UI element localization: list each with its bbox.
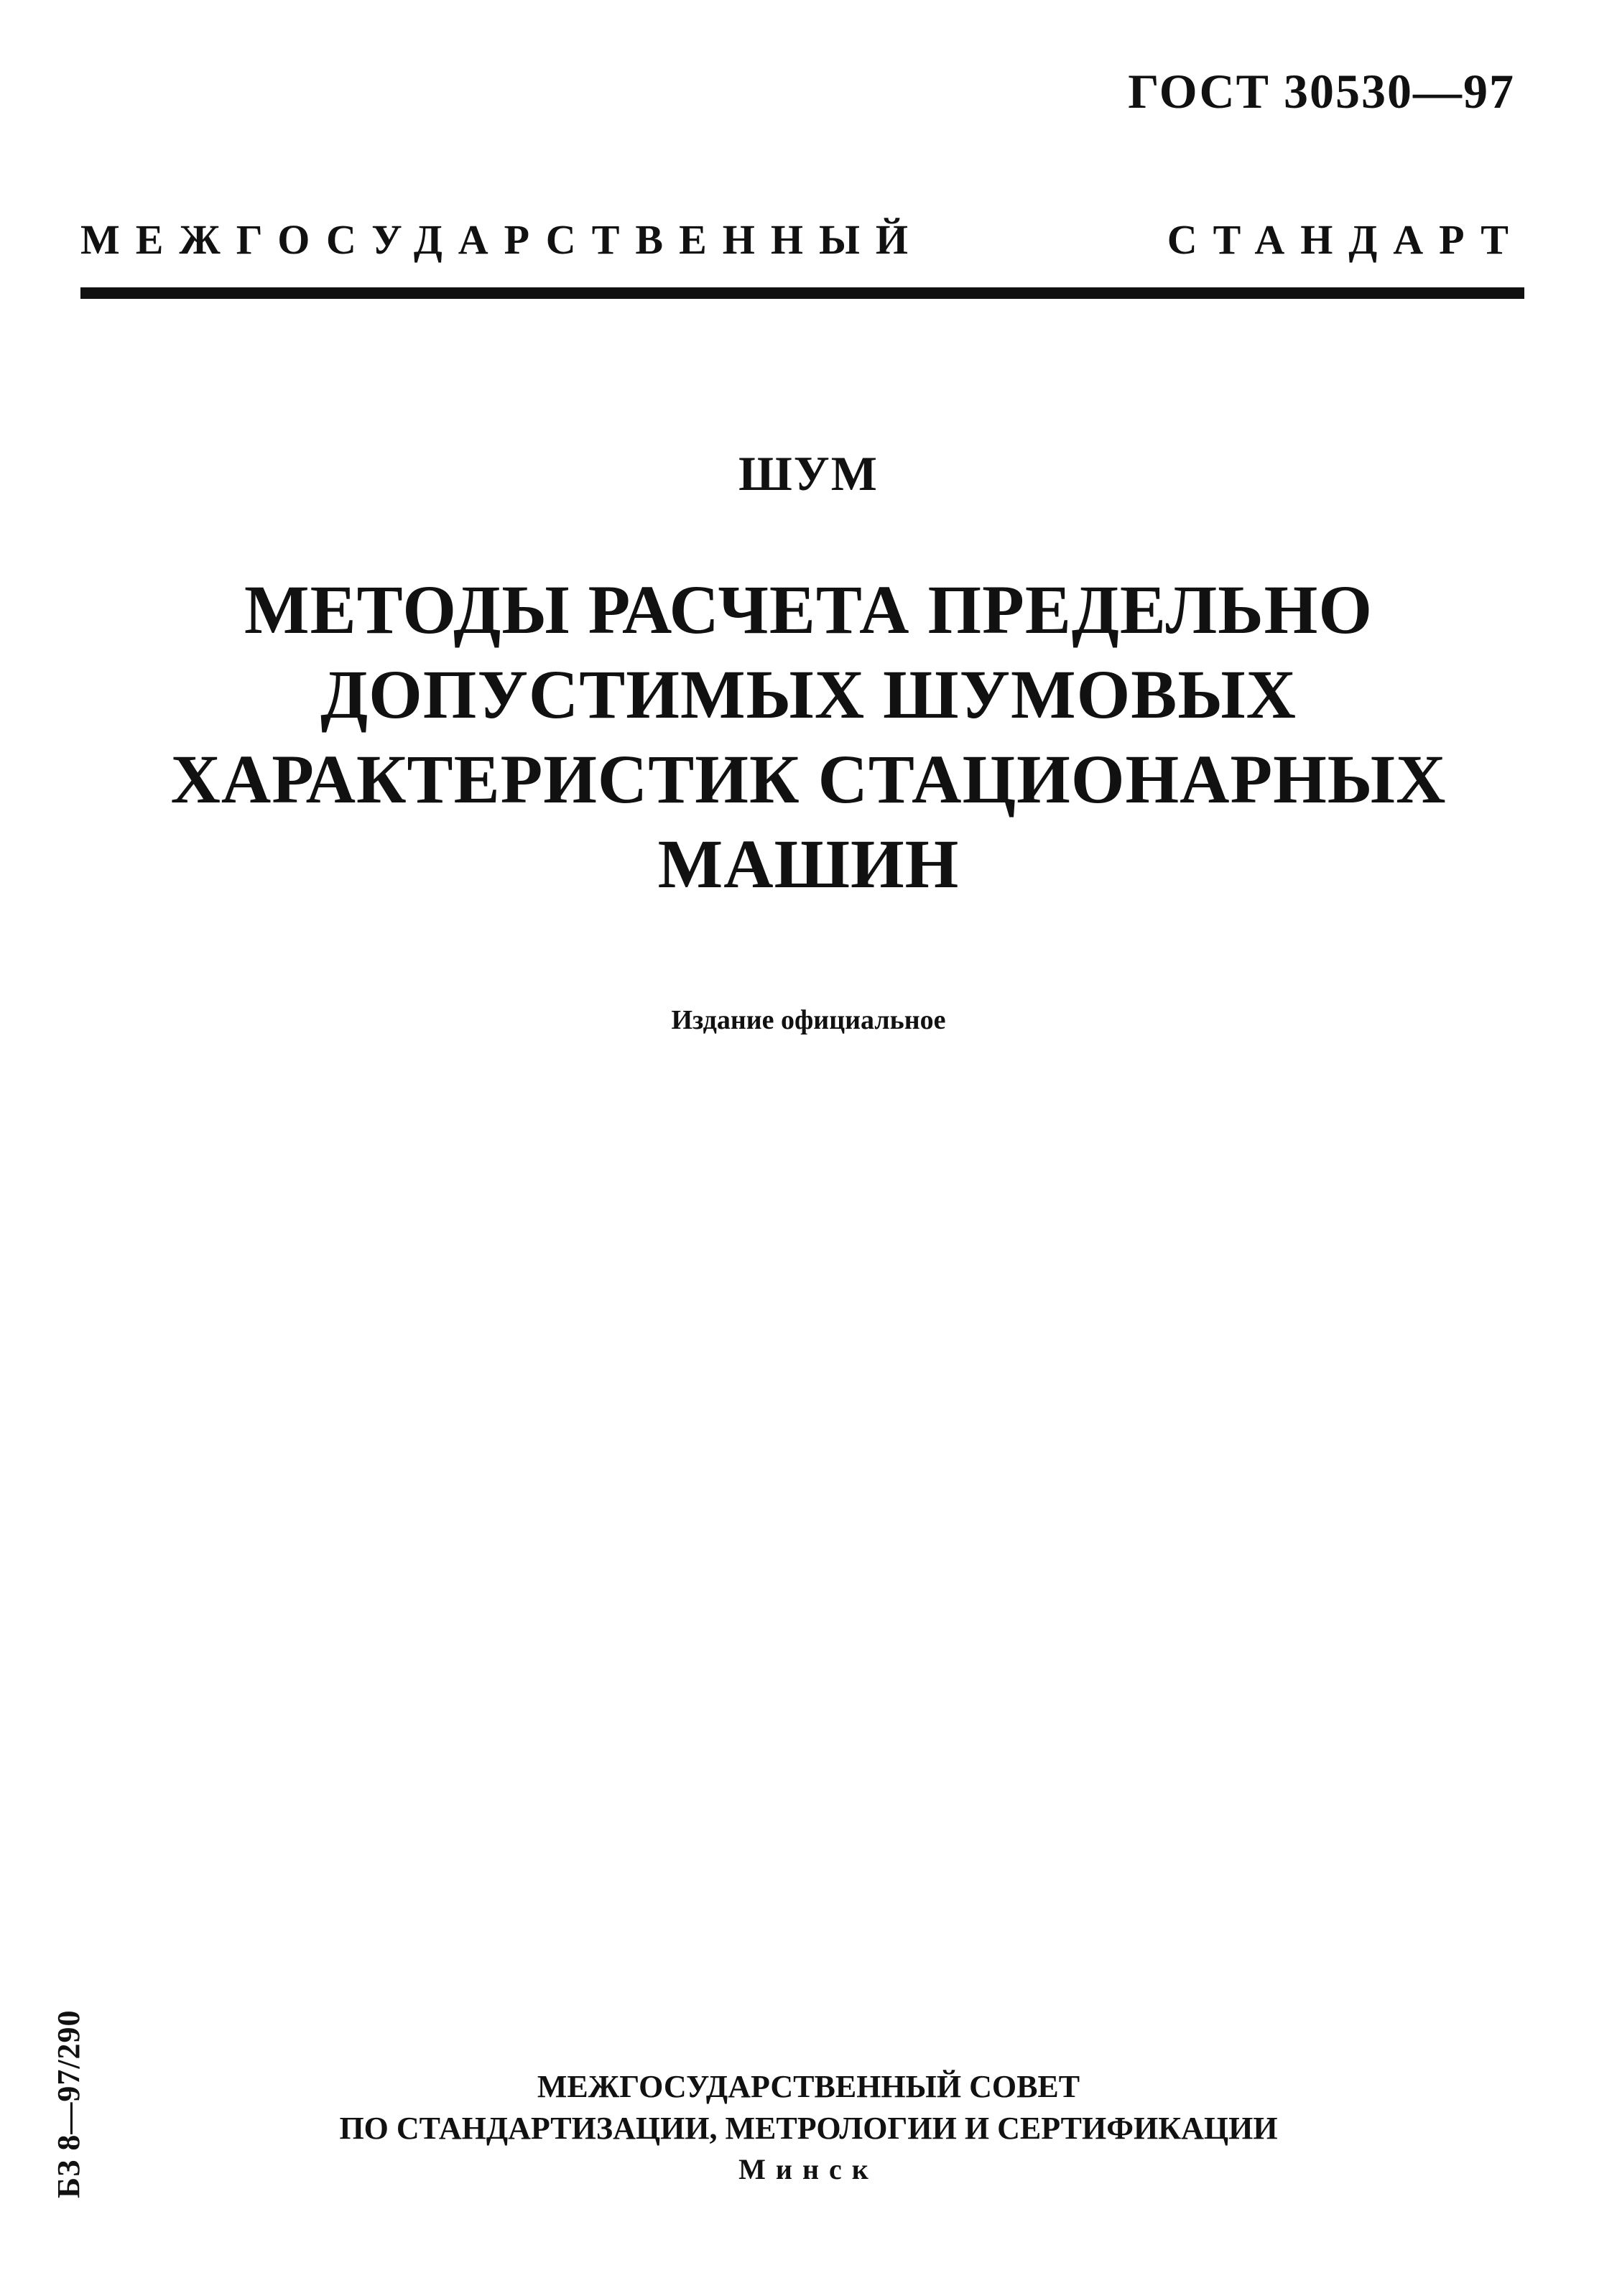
document-title: [144, 568, 1473, 907]
publisher-line: МЕЖГОСУДАРСТВЕННЫЙ СОВЕТ: [537, 2069, 1080, 2104]
title-line: ХАРАКТЕРИСТИК СТАЦИОНАРНЫХ: [170, 741, 1447, 818]
header-title: [80, 216, 1524, 264]
catalog-code: БЗ 8—97/290: [51, 2009, 86, 2198]
publisher-city: Минск: [738, 2153, 879, 2185]
title-line: ДОПУСТИМЫХ ШУМОВЫХ: [320, 656, 1297, 733]
publisher-block: [0, 2066, 1617, 2190]
header-band: [80, 216, 1524, 295]
standard-designation: ГОСТ 30530—97: [1128, 64, 1515, 119]
edition-label: Издание официальное: [671, 1005, 946, 1035]
title-line: МАШИН: [657, 825, 960, 902]
header-word-standard: СТАНДАРТ: [1167, 216, 1524, 263]
header-divider: [80, 287, 1524, 299]
title-line: МЕТОДЫ РАСЧЕТА ПРЕДЕЛЬНО: [244, 571, 1373, 648]
publisher-line: ПО СТАНДАРТИЗАЦИИ, МЕТРОЛОГИИ И СЕРТИФИКАЦИИ: [339, 2111, 1278, 2146]
document-topic: ШУМ: [738, 446, 879, 501]
header-word-interstate: МЕЖГОСУДАРСТВЕННЫЙ: [80, 216, 925, 263]
